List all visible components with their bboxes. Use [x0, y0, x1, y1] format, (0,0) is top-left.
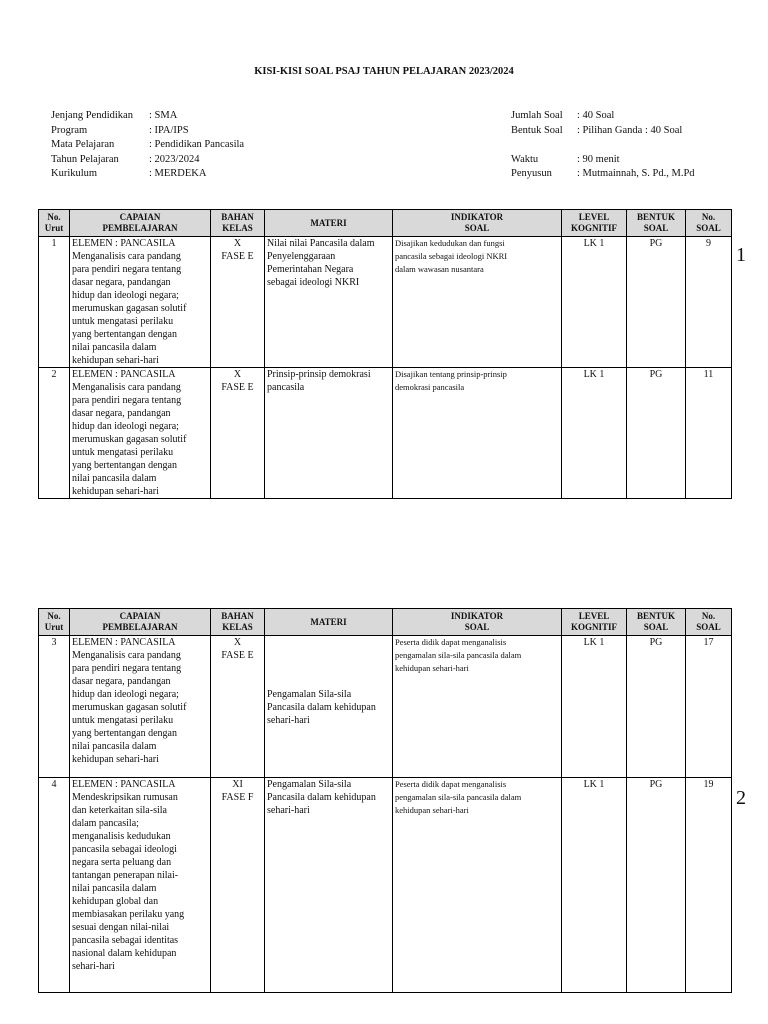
cell-indikator: [393, 237, 562, 368]
cell-line: ELEMEN : PANCASILA: [72, 238, 176, 249]
cell-line: ELEMEN : PANCASILA: [72, 779, 176, 790]
meta-row-penyusun: [511, 167, 695, 182]
cell-indikator: [393, 368, 562, 499]
cell-bentuk: PG: [627, 368, 686, 499]
cell-indikator: [393, 778, 562, 993]
cell-no: 1: [39, 237, 70, 368]
meta-row-program: [51, 124, 244, 139]
meta-label: Waktu: [511, 153, 539, 165]
cell-line: dalam wawasan nusantara: [395, 264, 484, 274]
meta-value: : Pilihan Ganda : 40 Soal: [577, 124, 683, 136]
meta-left: [51, 109, 244, 182]
meta-label: Bentuk Soal: [511, 124, 563, 136]
cell-line: sehari-hari: [267, 715, 310, 726]
header-bahan-kelas: BAHAN KELAS: [211, 210, 265, 237]
cell-line: Menganalisis cara pandang: [72, 382, 181, 393]
meta-label: Tahun Pelajaran: [51, 153, 119, 165]
meta-value: : Mutmainnah, S. Pd., M.Pd: [577, 168, 695, 179]
meta-label: Program: [51, 124, 88, 136]
cell-line: pengamalan sila-sila pancasila dalam: [395, 650, 522, 660]
cell-kelas: [211, 636, 265, 778]
cell-line: untuk mengatasi perilaku: [72, 715, 174, 726]
meta-row-bentuk: [511, 124, 695, 139]
cell-line: X: [233, 238, 242, 249]
meta-value: : IPA/IPS: [149, 124, 189, 136]
cell-level: LK 1: [562, 778, 627, 993]
meta-label: Penyusun: [511, 168, 552, 179]
cell-line: Menganalisis cara pandang: [72, 650, 181, 661]
cell-no-soal: 11: [686, 368, 732, 499]
header-level: LEVEL KOGNITIF: [562, 210, 627, 237]
header-bentuk: BENTUK SOAL: [627, 210, 686, 237]
cell-line: sehari-hari: [267, 805, 310, 816]
cell-line: Disajikan kedudukan dan fungsi: [395, 238, 505, 248]
cell-line: dan keterkaitan sila-sila: [72, 805, 167, 816]
kisi-kisi-table-2: [38, 608, 732, 993]
header-no-urut: No. Urut: [39, 210, 70, 237]
cell-kelas: [211, 368, 265, 499]
cell-line: kehidupan sehari-hari: [72, 486, 159, 497]
cell-line: Pengamalan Sila-sila: [267, 689, 352, 700]
cell-line: dalam pancasila;: [72, 818, 139, 829]
cell-kelas: [211, 237, 265, 368]
cell-line: membiasakan perilaku yang: [72, 909, 185, 920]
meta-value: : 90 menit: [577, 153, 620, 165]
document-title: KISI-KISI SOAL PSAJ TAHUN PELAJARAN 2023/2024: [254, 66, 514, 77]
meta-value: : SMA: [149, 110, 178, 121]
cell-line: pancasila: [267, 382, 305, 393]
cell-bentuk: PG: [627, 636, 686, 778]
cell-bentuk: PG: [627, 237, 686, 368]
cell-line: nilai pancasila dalam: [72, 883, 157, 894]
table-row: [39, 368, 732, 499]
cell-materi: [265, 237, 393, 368]
cell-bentuk: PG: [627, 778, 686, 993]
cell-line: Pancasila dalam kehidupan: [267, 702, 376, 713]
table-header-row: [39, 210, 732, 237]
meta-row-waktu: [511, 153, 695, 168]
cell-line: Nilai nilai Pancasila dalam: [267, 238, 375, 249]
meta-value: : Pendidikan Pancasila: [149, 139, 245, 150]
cell-line: Pemerintahan Negara: [267, 264, 354, 275]
cell-materi: [265, 636, 393, 778]
kisi-kisi-table-1: [38, 209, 732, 499]
cell-line: demokrasi pancasila: [395, 382, 465, 392]
cell-line: kehidupan sehari-hari: [395, 805, 469, 815]
cell-line: nilai pancasila dalam: [72, 342, 157, 353]
meta-right: [511, 109, 695, 182]
cell-line: para pendiri negara tentang: [72, 395, 182, 406]
meta-row-kurikulum: [51, 167, 244, 182]
cell-line: XI: [232, 779, 243, 790]
meta-row-jumlah: [511, 109, 695, 124]
cell-line: para pendiri negara tentang: [72, 663, 182, 674]
cell-line: yang bertentangan dengan: [72, 728, 177, 739]
cell-line: merumuskan gagasan solutif: [72, 303, 187, 314]
header-materi: MATERI: [265, 210, 393, 237]
cell-indikator: [393, 636, 562, 778]
cell-capaian: [70, 368, 211, 499]
cell-no-soal: 9: [686, 237, 732, 368]
cell-line: FASE E: [221, 251, 254, 262]
cell-level: LK 1: [562, 636, 627, 778]
meta-row-mapel: [51, 138, 244, 153]
cell-line: dasar negara, pandangan: [72, 676, 171, 687]
cell-line: Menganalisis cara pandang: [72, 251, 181, 262]
header-capaian: CAPAIAN PEMBELAJARAN: [70, 210, 211, 237]
cell-line: X: [233, 637, 242, 648]
cell-line: yang bertentangan dengan: [72, 329, 177, 340]
cell-level: LK 1: [562, 237, 627, 368]
cell-line: nasional dalam kehidupan: [72, 948, 177, 959]
cell-line: kehidupan global dan: [72, 896, 159, 907]
cell-line: dasar negara, pandangan: [72, 277, 171, 288]
meta-label: Jenjang Pendidikan: [51, 110, 133, 121]
cell-line: sesuai dengan nilai-nilai: [72, 922, 170, 933]
cell-line: Peserta didik dapat menganalisis: [395, 637, 507, 647]
cell-capaian: [70, 636, 211, 778]
header-bentuk: BENTUK SOAL: [627, 609, 686, 636]
cell-no-soal: 17: [686, 636, 732, 778]
cell-no: 2: [39, 368, 70, 499]
header-bahan-kelas: BAHAN KELAS: [211, 609, 265, 636]
cell-line: Pengamalan Sila-sila: [267, 779, 352, 790]
cell-line: hidup dan ideologi negara;: [72, 689, 179, 700]
cell-line: Prinsip-prinsip demokrasi: [267, 369, 371, 380]
cell-line: pancasila sebagai ideologi NKRI: [395, 251, 508, 261]
cell-level: LK 1: [562, 368, 627, 499]
cell-line: kehidupan sehari-hari: [72, 355, 159, 366]
cell-materi: [265, 778, 393, 993]
cell-line: Penyelenggaraan: [267, 251, 336, 262]
cell-line: nilai pancasila dalam: [72, 741, 157, 752]
cell-line: X: [233, 369, 242, 380]
cell-line: merumuskan gagasan solutif: [72, 434, 187, 445]
cell-line: sehari-hari: [72, 961, 115, 972]
cell-line: untuk mengatasi perilaku: [72, 447, 174, 458]
meta-label: Kurikulum: [51, 168, 98, 179]
cell-line: FASE E: [221, 382, 254, 393]
meta-value: : MERDEKA: [149, 168, 207, 179]
cell-line: untuk mengatasi perilaku: [72, 316, 174, 327]
cell-line: pancasila sebagai identitas: [72, 935, 179, 946]
cell-line: FASE E: [221, 650, 254, 661]
cell-line: pancasila sebagai ideologi: [72, 844, 177, 855]
cell-materi: [265, 368, 393, 499]
page-marker-1: 1: [736, 244, 746, 266]
cell-capaian: [70, 778, 211, 993]
header-capaian: CAPAIAN PEMBELAJARAN: [70, 609, 211, 636]
meta-value: : 2023/2024: [149, 153, 200, 165]
cell-line: ELEMEN : PANCASILA: [72, 369, 176, 380]
cell-line: menganalisis kedudukan: [72, 831, 171, 842]
cell-materi-text: [267, 688, 390, 727]
page-marker-2: 2: [736, 787, 746, 809]
cell-line: Mendeskripsikan rumusan: [72, 792, 178, 803]
header-no-soal: No. SOAL: [686, 210, 732, 237]
table-row: [39, 237, 732, 368]
table-row: [39, 778, 732, 993]
cell-line: Peserta didik dapat menganalisis: [395, 779, 507, 789]
cell-no-soal: 19: [686, 778, 732, 993]
cell-line: hidup dan ideologi negara;: [72, 421, 179, 432]
cell-kelas: [211, 778, 265, 993]
cell-line: Pancasila dalam kehidupan: [267, 792, 376, 803]
meta-label: Mata Pelajaran: [51, 139, 115, 150]
header-indikator: INDIKATOR SOAL: [393, 210, 562, 237]
cell-line: FASE F: [221, 792, 254, 803]
cell-no: 3: [39, 636, 70, 778]
header-level: LEVEL KOGNITIF: [562, 609, 627, 636]
cell-line: nilai pancasila dalam: [72, 473, 157, 484]
meta-value: : 40 Soal: [577, 110, 615, 121]
cell-line: yang bertentangan dengan: [72, 460, 177, 471]
header-materi: MATERI: [265, 609, 393, 636]
cell-line: kehidupan sehari-hari: [72, 754, 159, 765]
cell-line: Disajikan tentang prinsip-prinsip: [395, 369, 507, 379]
cell-line: negara serta peluang dan: [72, 857, 172, 868]
cell-capaian: [70, 237, 211, 368]
cell-line: sebagai ideologi NKRI: [267, 277, 360, 288]
meta-label: Jumlah Soal: [511, 110, 563, 121]
cell-line: pengamalan sila-sila pancasila dalam: [395, 792, 522, 802]
meta-row-jenjang: [51, 109, 244, 124]
meta-spacer: [511, 138, 695, 153]
header-no-urut: No. Urut: [39, 609, 70, 636]
cell-line: ELEMEN : PANCASILA: [72, 637, 176, 648]
cell-line: kehidupan sehari-hari: [395, 663, 469, 673]
table-header-row: [39, 609, 732, 636]
cell-no: 4: [39, 778, 70, 993]
header-no-soal: No. SOAL: [686, 609, 732, 636]
cell-line: tantangan penerapan nilai-: [72, 870, 179, 881]
meta-row-tahun: [51, 153, 244, 168]
table-row: [39, 636, 732, 778]
cell-line: hidup dan ideologi negara;: [72, 290, 179, 301]
cell-line: merumuskan gagasan solutif: [72, 702, 187, 713]
cell-line: dasar negara, pandangan: [72, 408, 171, 419]
cell-line: para pendiri negara tentang: [72, 264, 182, 275]
header-indikator: INDIKATOR SOAL: [393, 609, 562, 636]
